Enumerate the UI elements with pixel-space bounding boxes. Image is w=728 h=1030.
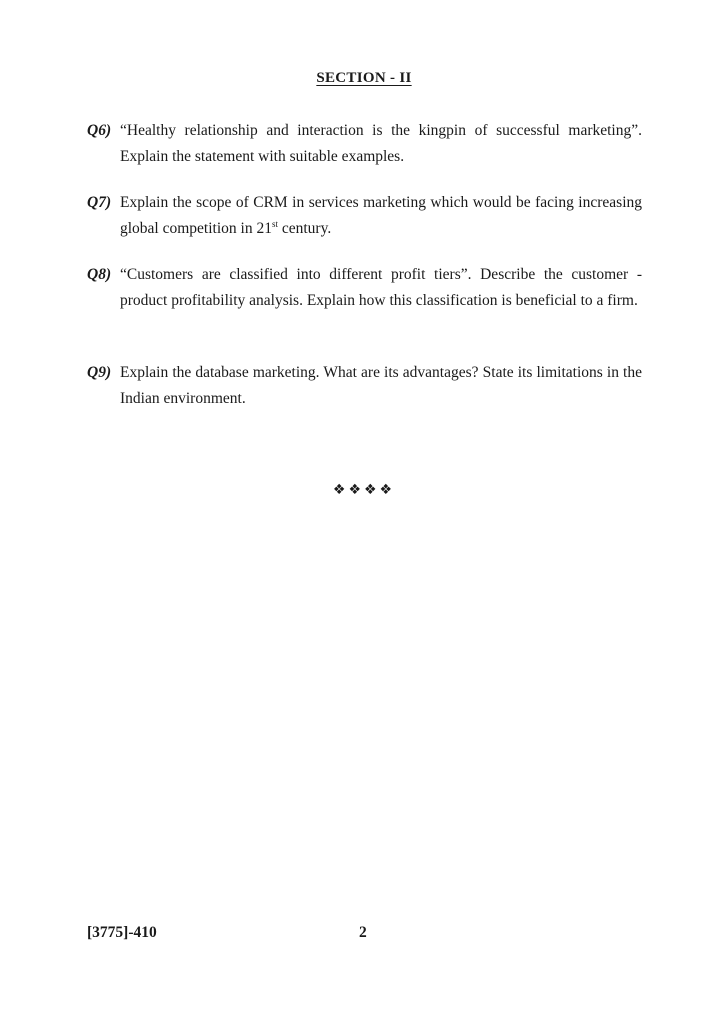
ordinal-superscript: st xyxy=(271,219,278,229)
question-text: Explain the database marketing. What are its advantages? State its limitations in the Indian environment. xyxy=(120,364,642,407)
question-text-end: century. xyxy=(277,220,332,237)
question-6 xyxy=(87,118,642,170)
section-title xyxy=(0,70,728,87)
question-9 xyxy=(87,360,642,412)
question-number: Q7) xyxy=(87,194,112,211)
paper-code: [3775]-410 xyxy=(87,924,157,941)
question-text-main: Explain the scope of CRM in services marketing which would be facing increasing global competition in 21 xyxy=(120,194,642,237)
question-number: Q6) xyxy=(87,122,112,139)
question-text: “Customers are classified into different profit tiers”. Describe the customer - product profitability analysis. Explain how this classification is beneficial to a firm. xyxy=(120,266,642,309)
question-number: Q9) xyxy=(87,364,112,381)
section-title-text: SECTION - II xyxy=(316,70,412,86)
question-text xyxy=(120,190,642,242)
question-number: Q8) xyxy=(87,266,112,283)
question-8 xyxy=(87,262,642,314)
question-7 xyxy=(87,190,642,242)
end-ornament: ❖❖❖❖ xyxy=(332,482,396,498)
question-text: “Healthy relationship and interaction is the kingpin of successful marketing”. Explain the statement with suitable examples. xyxy=(120,122,642,165)
page-number: 2 xyxy=(359,924,367,941)
